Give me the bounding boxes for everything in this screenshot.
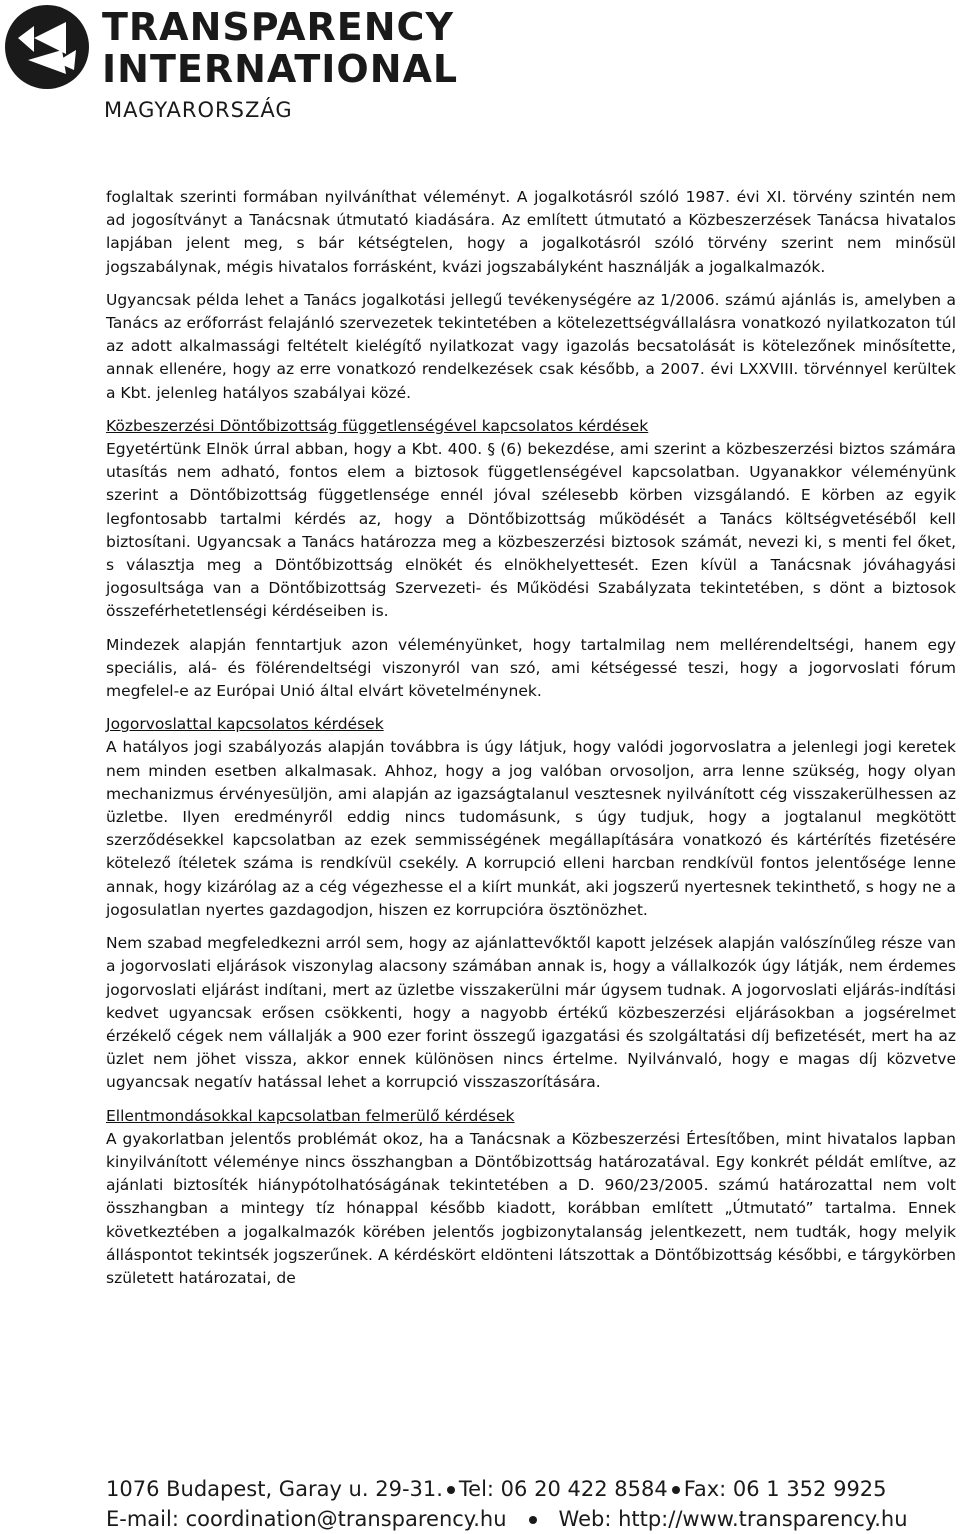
section-block [106,1105,956,1128]
section-block [106,713,956,736]
letter-footer [106,1474,956,1534]
section-block [106,415,956,438]
paragraph: A gyakorlatban jelentős problémát okoz, ha a Tanácsnak a Közbeszerzési Értesítőben, mint hivatalos lapban kinyilvánított véleménye nincs összhangban a Döntőbizottság határozatával. Egy konkrét példát említve, az ajánlati biztosíték hiánypótolhatóságának tekintetében a D. 960/23/2005. számú határozattal nem volt összhangban a mintegy tíz hónappal később kiadott, korábban említett „Útmutató” tartalma. Ennek következtében a jogalkalmazók körében jelentős jogbizonytalanság jelentkezett, nem tudták, hogy melyik álláspontot tekintsék jogszerűnek. A kérdéskört eldönteni látszottak a Döntőbizottság későbbi, e tárgykörben született határozatai, de [106,1129,956,1287]
footer-address: 1076 Budapest, Garay u. 29-31. [106,1477,443,1501]
letterhead [0,0,960,140]
footer-email: E-mail: coordination@transparency.hu [106,1507,507,1531]
transparency-international-logo-icon [4,4,90,90]
footer-contact-row [106,1474,956,1504]
paragraph: Ugyancsak példa lehet a Tanács jogalkotási jellegű tevékenységére az 1/2006. számú ajánlás is, amelyben a Tanács az erőforrást felajánló szervezetek tekintetében a kötelezettségvállalásra vonatkozó nyilatkozaton túl az adott alkalmassági feltételt kielégítő nyilatkozat vagy igazolás becsatolását is kötelezőnek minősítette, annak ellenére, hogy az erre vonatkozó rendelkezések csak később, a 2007. évi LXXVIII. törvénnyel kerültek a Kbt. jelenleg hatályos szabályai közé. [106,290,956,402]
footer-web-row [106,1504,956,1534]
footer-fax: Fax: 06 1 352 9925 [683,1477,887,1501]
bullet-icon [447,1486,455,1494]
section-heading: Jogorvoslattal kapcsolatos kérdések [106,715,384,734]
org-country: MAGYARORSZÁG [104,98,293,122]
section-heading: Közbeszerzési Döntőbizottság függetlenségével kapcsolatos kérdések [106,416,649,435]
section-heading: Ellentmondásokkal kapcsolatban felmerülő kérdések [106,1106,515,1125]
footer-phone: Tel: 06 20 422 8584 [458,1477,668,1501]
org-name-line1: TRANSPARENCY [102,5,454,49]
paragraph: Mindezek alapján fenntartjuk azon véleményünket, hogy tartalmilag nem mellérendeltségi, hanem egy speciális, alá- és fölérendeltségi viszonyról van szó, ami kétségessé teszi, hogy a jogorvoslati fórum megfelel-e az Európai Unió által elvárt követelménynek. [106,635,956,701]
bullet-icon [672,1486,680,1494]
footer-web: Web: http://www.transparency.hu [558,1507,908,1531]
paragraph: A hatályos jogi szabályozás alapján továbbra is úgy látjuk, hogy valódi jogorvoslatra a jelenlegi jogi keretek nem minden esetben alkalmasak. Ahhoz, hogy a jog valóban orvosoljon, arra lenne szükség, hogy olyan mechanizmus érvényesüljön, ami alapján az igazságtalanul vesztesnek nyilvánított cég visszakerülhessen az üzletbe. Ilyen eredményről eddig nincs tudomásunk, s úgy tudjuk, hogy a jogtalanul megkötött szerződésekkel kapcsolatban az ezek semmisségének megállapítására vonatkozó és kártérítés fizetésére kötelező ítéletek száma is rendkívül csekély. A korrupció elleni harcban rendkívül fontos jelentősége lenne annak, hogy kizárólag az a cég végezhesse el a kiírt munkát, aki jogszerű nyertesnek tekinthető, s hogy ne a jogosulatlan nyertes gazdagodjon, hiszen ez korrupcióra ösztönözhet. [106,738,956,919]
letter-body [106,186,956,1300]
org-name-line2: INTERNATIONAL [102,47,459,91]
paragraph: Egyetértünk Elnök úrral abban, hogy a Kbt. 400. § (6) bekezdése, ami szerint a közbeszerzési biztos számára utasítás nem adható, fontos elem a biztosok függetlenségével kapcsolatban. Ugyanakkor véleményünk szerint a Döntőbizottság függetlensége ennél jóval szélesebb körben vizsgálandó. E körben az egyik legfontosabb tartalmi kérdés az, hogy a Döntőbizottság működését a Tanács költségvetéséből kell biztosítani. Ugyancsak a Tanács határozza meg a közbeszerzési biztosok számát, nevezi ki, s menti fel őket, s választja meg a Döntőbizottság elnökét és elnökhelyettesét. Ezen kívül a Tanácsnak jóváhagyási jogosultsága van a Döntőbizottság Szervezeti- és Működési Szabályzata tekintetében, s dönt a biztosok összeférhetetlenségi kérdéseiben is. [106,440,956,621]
bullet-icon [529,1516,537,1524]
paragraph: Nem szabad megfeledkezni arról sem, hogy az ajánlattevőktől kapott jelzések alapján valószínűleg része van a jogorvoslati eljárások viszonylag alacsony számában annak is, hogy a vállalkozók úgy látják, nem érdemes jogorvoslati eljárást indítani, mert az üzletbe visszakerülni már úgysem tudnak. A jogorvoslati eljárás-indítási kedvet ugyancsak erősen csökkenti, hogy a nagyobb értékű közbeszerzési eljárásokban a jogsérelmet érzékelő cégek nem vállalják a 900 ezer forint összegű igazgatási és szolgáltatási díj befizetését, mert ha az üzlet nem jöhet vissza, akkor ennek különösen nincs értelme. Nyilvánvaló, hogy e magas díj közvetve ugyancsak negatív hatással lehet a korrupció visszaszorítására. [106,934,956,1092]
paragraph: foglaltak szerinti formában nyilváníthat véleményt. A jogalkotásról szóló 1987. évi XI. törvény szintén nem ad jogosítványt a Tanácsnak útmutató kiadására. Az említett útmutató a Közbeszerzések Tanácsa hivatalos lapjában jelent meg, s bár kétségtelen, hogy a jogalkotásról szóló törvény szerint nem minősül jogszabálynak, mégis hivatalos forrásként, kvázi jogszabályként használják a jogalkalmazók. [106,188,956,276]
